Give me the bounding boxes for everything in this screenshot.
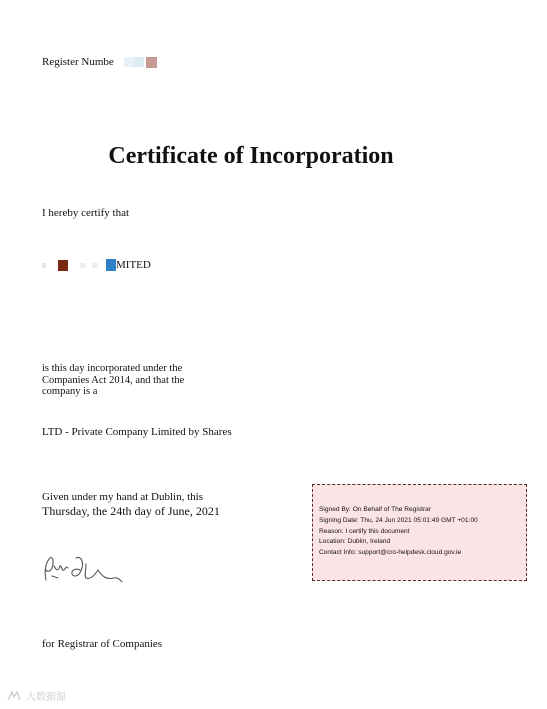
redaction-mark — [80, 263, 86, 268]
incorporation-statement — [42, 363, 212, 398]
redaction-mark — [92, 263, 98, 268]
incorporation-line: is this day incorporated under the — [42, 363, 183, 374]
register-number — [42, 56, 157, 68]
company-type: LTD - Private Company Limited by Shares — [42, 426, 232, 438]
digital-signature-box — [312, 484, 527, 581]
certificate-title: Certificate of Incorporation — [108, 143, 394, 169]
handwritten-signature — [40, 550, 125, 588]
redaction-mark — [146, 57, 157, 68]
signing-reason: Reason: I certify this document — [319, 527, 410, 535]
incorporation-line: company is a — [42, 386, 98, 397]
redaction-mark — [124, 57, 134, 67]
watermark-logo-icon — [6, 690, 22, 702]
signing-location: Location: Dublin, Ireland — [319, 538, 391, 546]
given-line-2: Thursday, the 24th day of June, 2021 — [42, 504, 220, 518]
company-name-suffix: MITED — [116, 259, 151, 271]
watermark — [6, 688, 66, 703]
given-line-1: Given under my hand at Dublin, this — [42, 491, 204, 503]
certify-text: I hereby certify that — [42, 207, 130, 219]
registrar-line: for Registrar of Companies — [42, 638, 163, 650]
redaction-mark — [42, 263, 46, 268]
redaction-mark — [134, 57, 144, 67]
register-number-label: Register Numbe — [42, 56, 114, 68]
signing-contact: Contact Info: support@cro-helpdesk.cloud.gov.ie — [319, 549, 462, 557]
incorporation-line: Companies Act 2014, and that the — [42, 374, 185, 386]
signing-date: Signing Date: Thu, 24 Jun 2021 05:01:49 GMT +01:00 — [319, 516, 478, 524]
redaction-mark — [106, 259, 116, 271]
signed-by: Signed By: On Behalf of The Registrar — [319, 506, 432, 513]
redaction-mark — [58, 260, 68, 271]
company-name — [42, 259, 151, 271]
watermark-text: 大数据源 — [26, 692, 66, 703]
